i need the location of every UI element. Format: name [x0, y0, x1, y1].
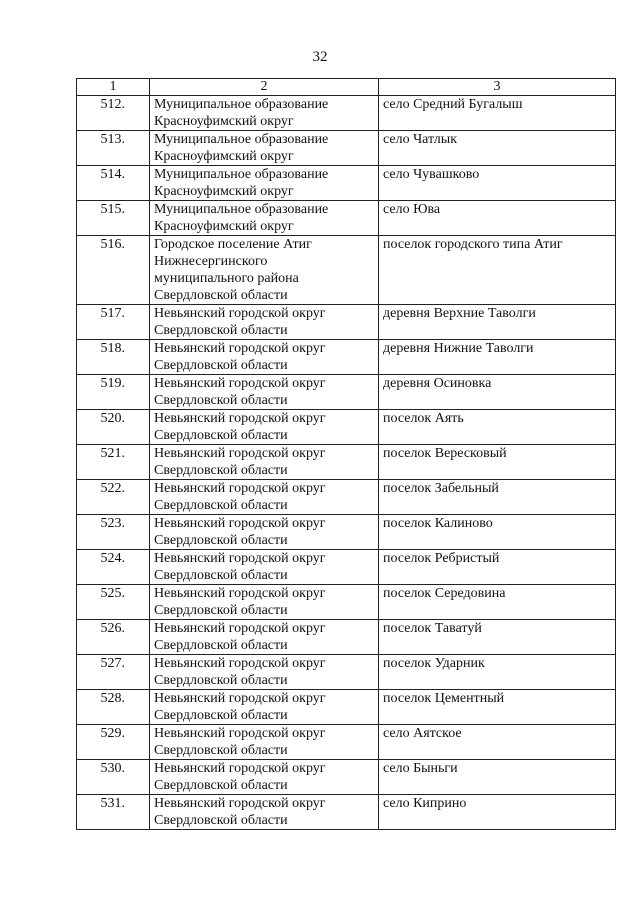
settlement-cell — [379, 96, 616, 131]
municipality-cell — [150, 725, 379, 760]
municipality-cell-text: Муниципальное образование Красноуфимский округ — [154, 132, 329, 164]
row-number-text: 512. — [100, 97, 125, 112]
settlement-cell-text: село Чатлык — [383, 132, 457, 147]
row-number — [77, 96, 150, 131]
table-row — [77, 375, 616, 410]
column-header-1: 1 — [77, 79, 150, 96]
table-row — [77, 201, 616, 236]
row-number — [77, 760, 150, 795]
row-number — [77, 236, 150, 305]
municipality-cell-text: Невьянский городской округ Свердловской области — [154, 726, 326, 758]
settlement-cell-text: село Аятское — [383, 726, 462, 741]
row-number — [77, 795, 150, 830]
settlement-cell — [379, 725, 616, 760]
row-number — [77, 655, 150, 690]
table-row — [77, 655, 616, 690]
row-number-text: 525. — [100, 586, 125, 601]
table-row — [77, 96, 616, 131]
municipality-cell-text: Невьянский городской округ Свердловской области — [154, 586, 326, 618]
row-number-text: 524. — [100, 551, 125, 566]
row-number — [77, 515, 150, 550]
row-number — [77, 201, 150, 236]
row-number — [77, 480, 150, 515]
table-row — [77, 690, 616, 725]
municipality-cell — [150, 515, 379, 550]
municipality-cell — [150, 236, 379, 305]
column-header-3: 3 — [379, 79, 616, 96]
settlement-cell — [379, 760, 616, 795]
settlement-cell — [379, 480, 616, 515]
row-number — [77, 585, 150, 620]
settlement-cell — [379, 690, 616, 725]
municipality-cell — [150, 480, 379, 515]
row-number — [77, 340, 150, 375]
table-row — [77, 550, 616, 585]
municipality-cell — [150, 410, 379, 445]
municipality-cell — [150, 375, 379, 410]
table-row — [77, 795, 616, 830]
municipality-cell — [150, 795, 379, 830]
municipality-cell-text: Невьянский городской округ Свердловской области — [154, 551, 326, 583]
municipality-cell-text: Городское поселение Атиг Нижнесергинского муниципального района Свердловской области — [154, 237, 312, 303]
municipality-cell — [150, 550, 379, 585]
row-number — [77, 620, 150, 655]
settlement-cell-text: поселок Ударник — [383, 656, 485, 671]
table-body — [77, 96, 616, 830]
settlement-cell-text: деревня Осиновка — [383, 376, 492, 391]
municipality-cell-text: Невьянский городской округ Свердловской области — [154, 691, 326, 723]
settlement-cell-text: деревня Нижние Таволги — [383, 341, 534, 356]
municipality-cell-text: Невьянский городской округ Свердловской области — [154, 446, 326, 478]
municipality-cell-text: Невьянский городской округ Свердловской области — [154, 341, 326, 373]
row-number-text: 523. — [100, 516, 125, 531]
settlement-cell-text: село Быньги — [383, 761, 458, 776]
settlement-cell — [379, 410, 616, 445]
municipality-cell — [150, 166, 379, 201]
settlement-cell-text: село Чувашково — [383, 167, 480, 182]
row-number-text: 531. — [100, 796, 125, 811]
row-number-text: 514. — [100, 167, 125, 182]
municipality-cell-text: Невьянский городской округ Свердловской области — [154, 376, 326, 408]
municipality-cell-text: Невьянский городской округ Свердловской области — [154, 411, 326, 443]
settlement-cell — [379, 515, 616, 550]
row-number — [77, 445, 150, 480]
municipality-cell-text: Невьянский городской округ Свердловской области — [154, 761, 326, 793]
settlement-cell-text: село Юва — [383, 202, 441, 217]
settlement-cell — [379, 550, 616, 585]
settlement-cell-text: поселок городского типа Атиг — [383, 237, 563, 252]
row-number-text: 528. — [100, 691, 125, 706]
table-row — [77, 585, 616, 620]
row-number — [77, 550, 150, 585]
municipality-cell-text: Невьянский городской округ Свердловской области — [154, 656, 326, 688]
row-number-text: 526. — [100, 621, 125, 636]
municipality-cell-text: Невьянский городской округ Свердловской области — [154, 306, 326, 338]
row-number-text: 518. — [100, 341, 125, 356]
settlement-cell — [379, 340, 616, 375]
municipality-cell — [150, 585, 379, 620]
settlement-cell — [379, 795, 616, 830]
row-number — [77, 375, 150, 410]
row-number-text: 522. — [100, 481, 125, 496]
table-row — [77, 725, 616, 760]
row-number-text: 527. — [100, 656, 125, 671]
row-number — [77, 410, 150, 445]
settlement-cell — [379, 445, 616, 480]
table-row — [77, 305, 616, 340]
municipality-cell-text: Невьянский городской округ Свердловской области — [154, 516, 326, 548]
row-number-text: 513. — [100, 132, 125, 147]
row-number — [77, 305, 150, 340]
row-number-text: 529. — [100, 726, 125, 741]
municipality-cell — [150, 655, 379, 690]
settlement-cell — [379, 375, 616, 410]
settlement-cell-text: село Средний Бугалыш — [383, 97, 523, 112]
settlement-cell-text: поселок Цементный — [383, 691, 505, 706]
table-row — [77, 515, 616, 550]
row-number-text: 515. — [100, 202, 125, 217]
municipality-cell — [150, 445, 379, 480]
settlement-cell — [379, 201, 616, 236]
settlement-cell-text: поселок Таватуй — [383, 621, 482, 636]
row-number-text: 521. — [100, 446, 125, 461]
row-number-text: 519. — [100, 376, 125, 391]
column-header-2: 2 — [150, 79, 379, 96]
municipality-cell-text: Невьянский городской округ Свердловской области — [154, 621, 326, 653]
municipality-cell-text: Невьянский городской округ Свердловской области — [154, 796, 326, 828]
municipality-cell-text: Невьянский городской округ Свердловской области — [154, 481, 326, 513]
table-row — [77, 620, 616, 655]
row-number — [77, 131, 150, 166]
settlements-table — [76, 78, 616, 830]
municipality-cell-text: Муниципальное образование Красноуфимский округ — [154, 97, 329, 129]
table-row — [77, 166, 616, 201]
settlement-cell-text: поселок Середовина — [383, 586, 506, 601]
settlement-cell-text: поселок Калиново — [383, 516, 493, 531]
municipality-cell — [150, 201, 379, 236]
row-number-text: 520. — [100, 411, 125, 426]
municipality-cell — [150, 96, 379, 131]
municipality-cell — [150, 340, 379, 375]
municipality-cell — [150, 760, 379, 795]
row-number — [77, 690, 150, 725]
row-number-text: 517. — [100, 306, 125, 321]
settlement-cell — [379, 166, 616, 201]
table-row — [77, 340, 616, 375]
settlement-cell — [379, 655, 616, 690]
settlement-cell — [379, 236, 616, 305]
table-header-row — [77, 79, 616, 96]
page-number: 32 — [312, 49, 328, 65]
settlement-cell-text: поселок Вересковый — [383, 446, 507, 461]
municipality-cell — [150, 305, 379, 340]
table-row — [77, 760, 616, 795]
settlement-cell — [379, 585, 616, 620]
settlement-cell — [379, 131, 616, 166]
settlement-cell-text: поселок Аять — [383, 411, 464, 426]
table-row — [77, 236, 616, 305]
settlement-cell — [379, 305, 616, 340]
settlement-cell-text: поселок Забельный — [383, 481, 499, 496]
row-number — [77, 725, 150, 760]
municipality-cell — [150, 620, 379, 655]
row-number — [77, 166, 150, 201]
row-number-text: 530. — [100, 761, 125, 776]
table-row — [77, 131, 616, 166]
municipality-cell — [150, 690, 379, 725]
table-row — [77, 445, 616, 480]
settlement-cell-text: поселок Ребристый — [383, 551, 500, 566]
table-row — [77, 480, 616, 515]
settlement-cell — [379, 620, 616, 655]
settlement-cell-text: село Киприно — [383, 796, 467, 811]
settlement-cell-text: деревня Верхние Таволги — [383, 306, 536, 321]
row-number-text: 516. — [100, 237, 125, 252]
table-row — [77, 410, 616, 445]
municipality-cell-text: Муниципальное образование Красноуфимский округ — [154, 202, 329, 234]
municipality-cell-text: Муниципальное образование Красноуфимский округ — [154, 167, 329, 199]
municipality-cell — [150, 131, 379, 166]
